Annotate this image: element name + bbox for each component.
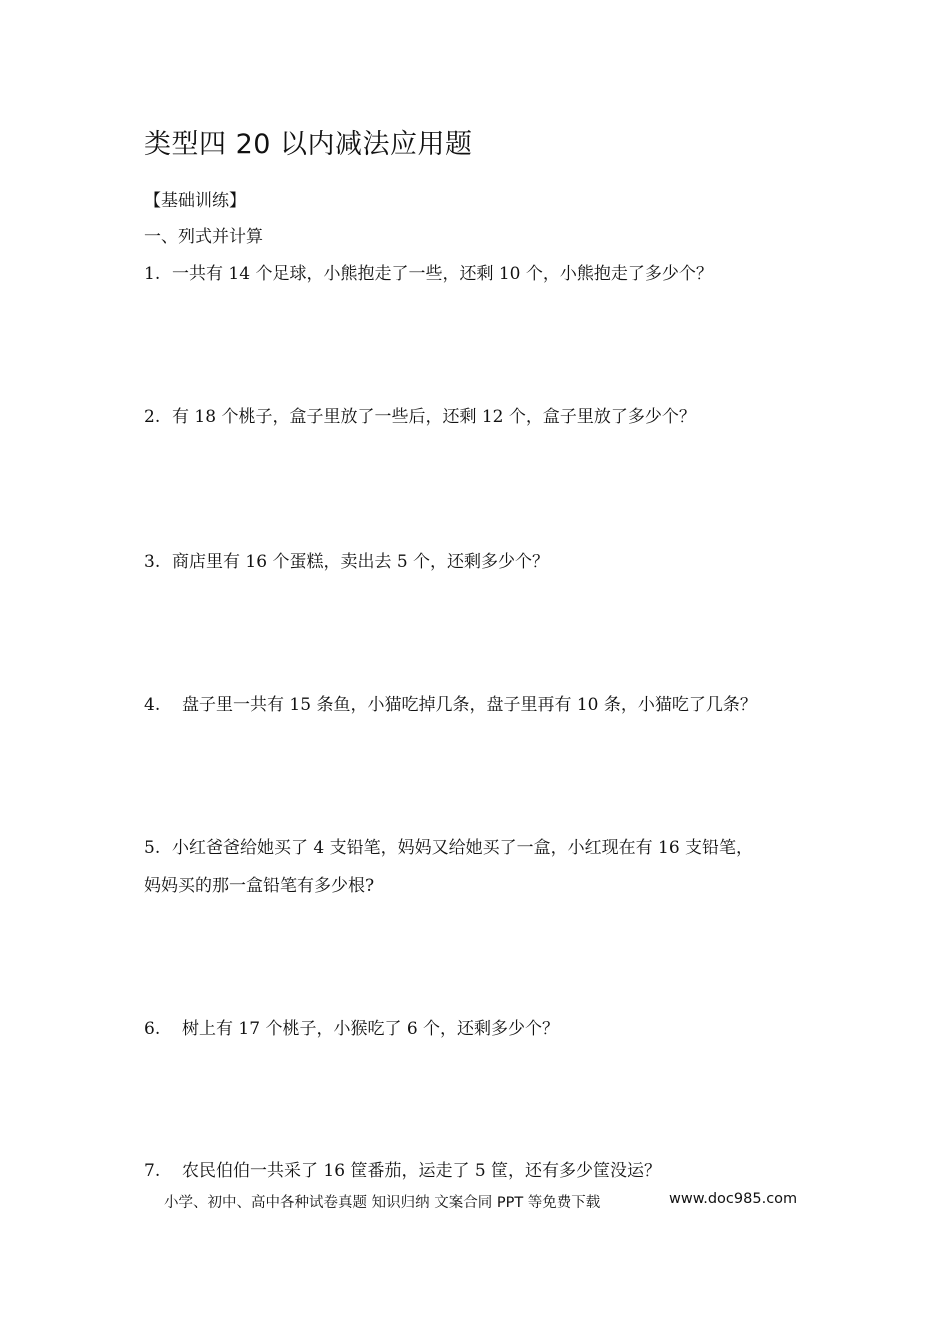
- page-title: 类型四 20 以内减法应用题: [144, 129, 473, 160]
- question-text: 小红爸爸给她买了 4 支铅笔，妈妈又给她买了一盒，小红现在有 16 支铅笔，: [172, 838, 754, 858]
- question-number: 7.: [144, 1161, 161, 1181]
- question-5-continuation: 妈妈买的那一盒铅笔有多少根?: [144, 876, 375, 896]
- question-text: 农民伯伯一共采了 16 筐番茄，运走了 5 筐，还有多少筐没运？: [182, 1161, 662, 1181]
- question-text: 树上有 17 个桃子，小猴吃了 6 个，还剩多少个？: [182, 1019, 560, 1039]
- question-7: [144, 1156, 661, 1181]
- question-3: [144, 547, 549, 572]
- question-number: 6.: [144, 1019, 161, 1039]
- question-4: [144, 690, 757, 715]
- question-number: 3.: [144, 552, 161, 572]
- subsection-heading: 一、列式并计算: [144, 227, 263, 247]
- section-label: 【基础训练】: [144, 191, 246, 211]
- question-6: [144, 1014, 559, 1039]
- footer-url[interactable]: www.doc985.com: [669, 1191, 798, 1207]
- question-1: [144, 259, 713, 284]
- question-number: 5.: [144, 838, 161, 858]
- question-number: 1.: [144, 264, 161, 284]
- question-text: 商店里有 16 个蛋糕，卖出去 5 个，还剩多少个？: [172, 552, 550, 572]
- question-text: 有 18 个桃子，盒子里放了一些后，还剩 12 个，盒子里放了多少个？: [172, 407, 696, 427]
- question-number: 2.: [144, 407, 161, 427]
- footer-text: 小学、初中、高中各种试卷真题 知识归纳 文案合同 PPT 等免费下载: [164, 1195, 601, 1211]
- question-5: [144, 833, 753, 858]
- question-text: 一共有 14 个足球，小熊抱走了一些，还剩 10 个，小熊抱走了多少个？: [172, 264, 713, 284]
- question-text: 盘子里一共有 15 条鱼，小猫吃掉几条，盘子里再有 10 条，小猫吃了几条？: [182, 695, 757, 715]
- question-2: [144, 402, 696, 427]
- question-number: 4.: [144, 695, 161, 715]
